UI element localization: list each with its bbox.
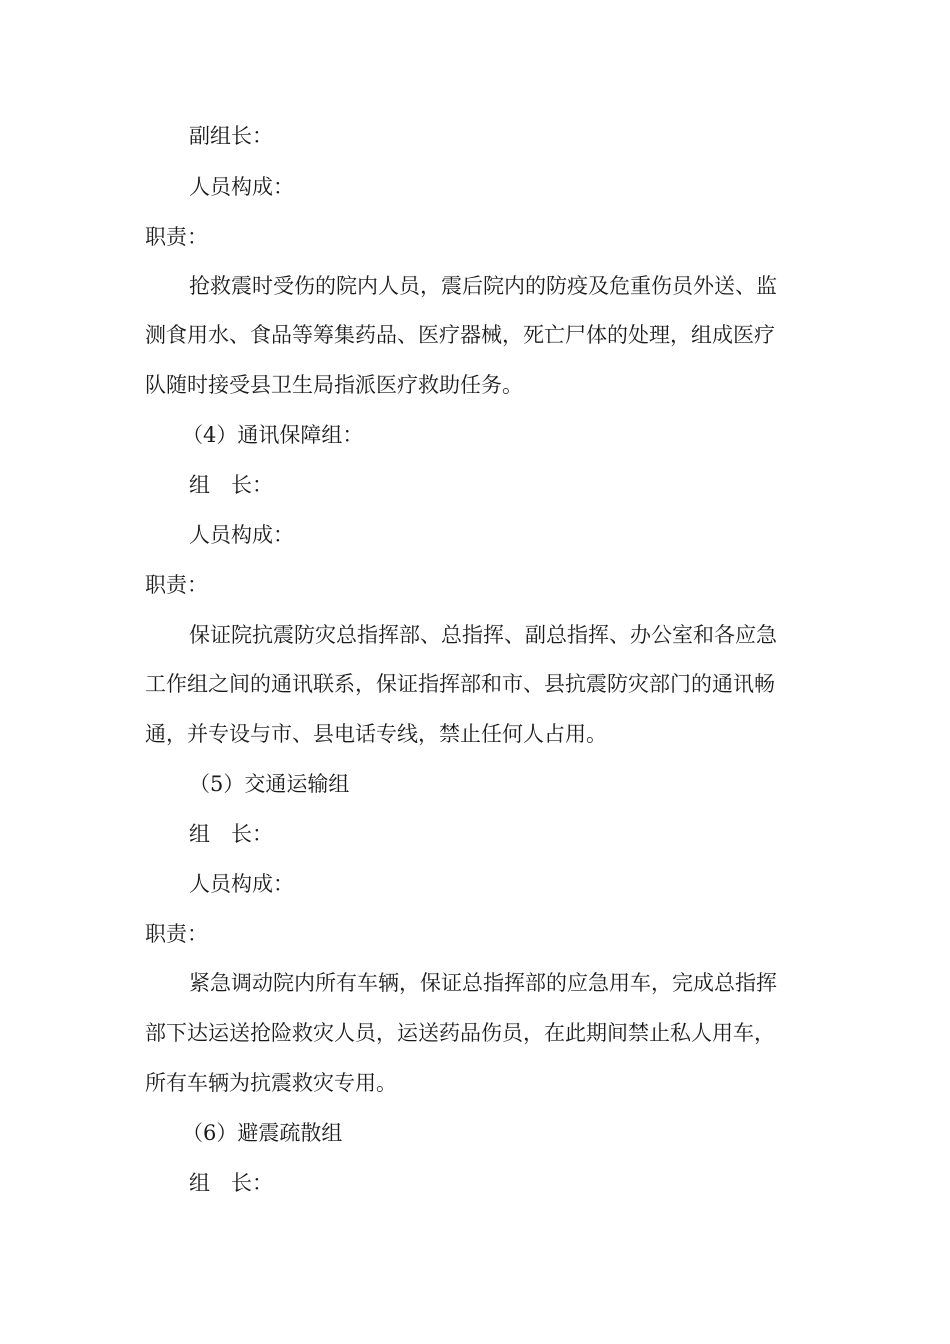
leader-label: 组 长：	[189, 473, 273, 497]
duties-label: 职责：	[145, 225, 208, 249]
paragraph-line: 队随时接受县卫生局指派医疗救助任务。	[145, 373, 523, 397]
paragraph-line: 抢救震时受伤的院内人员，震后院内的防疫及危重伤员外送、监	[189, 274, 777, 298]
members-label: 人员构成：	[189, 523, 294, 547]
paragraph-line: 保证院抗震防灾总指挥部、总指挥、副总指挥、办公室和各应急	[189, 623, 777, 647]
duties-label: 职责：	[145, 573, 208, 597]
section-heading-communications: （4）通讯保障组：	[182, 423, 364, 447]
deputy-leader-label: 副组长：	[189, 124, 273, 148]
paragraph-line: 紧急调动院内所有车辆，保证总指挥部的应急用车，完成总指挥	[189, 971, 777, 995]
section-heading-transport: （5）交通运输组	[189, 772, 350, 796]
paragraph-line: 测食用水、食品等筹集药品、医疗器械，死亡尸体的处理，组成医疗	[145, 323, 775, 347]
paragraph-line: 通，并专设与市、县电话专线，禁止任何人占用。	[145, 722, 607, 746]
paragraph-line: 工作组之间的通讯联系，保证指挥部和市、县抗震防灾部门的通讯畅	[145, 672, 775, 696]
leader-label: 组 长：	[189, 1171, 273, 1195]
leader-label: 组 长：	[189, 822, 273, 846]
paragraph-line: 部下达运送抢险救灾人员，运送药品伤员，在此期间禁止私人用车，	[145, 1021, 775, 1045]
members-label: 人员构成：	[189, 175, 294, 199]
paragraph-line: 所有车辆为抗震救灾专用。	[145, 1071, 397, 1095]
section-heading-evacuation: （6）避震疏散组	[182, 1121, 343, 1145]
members-label: 人员构成：	[189, 872, 294, 896]
duties-label: 职责：	[145, 922, 208, 946]
